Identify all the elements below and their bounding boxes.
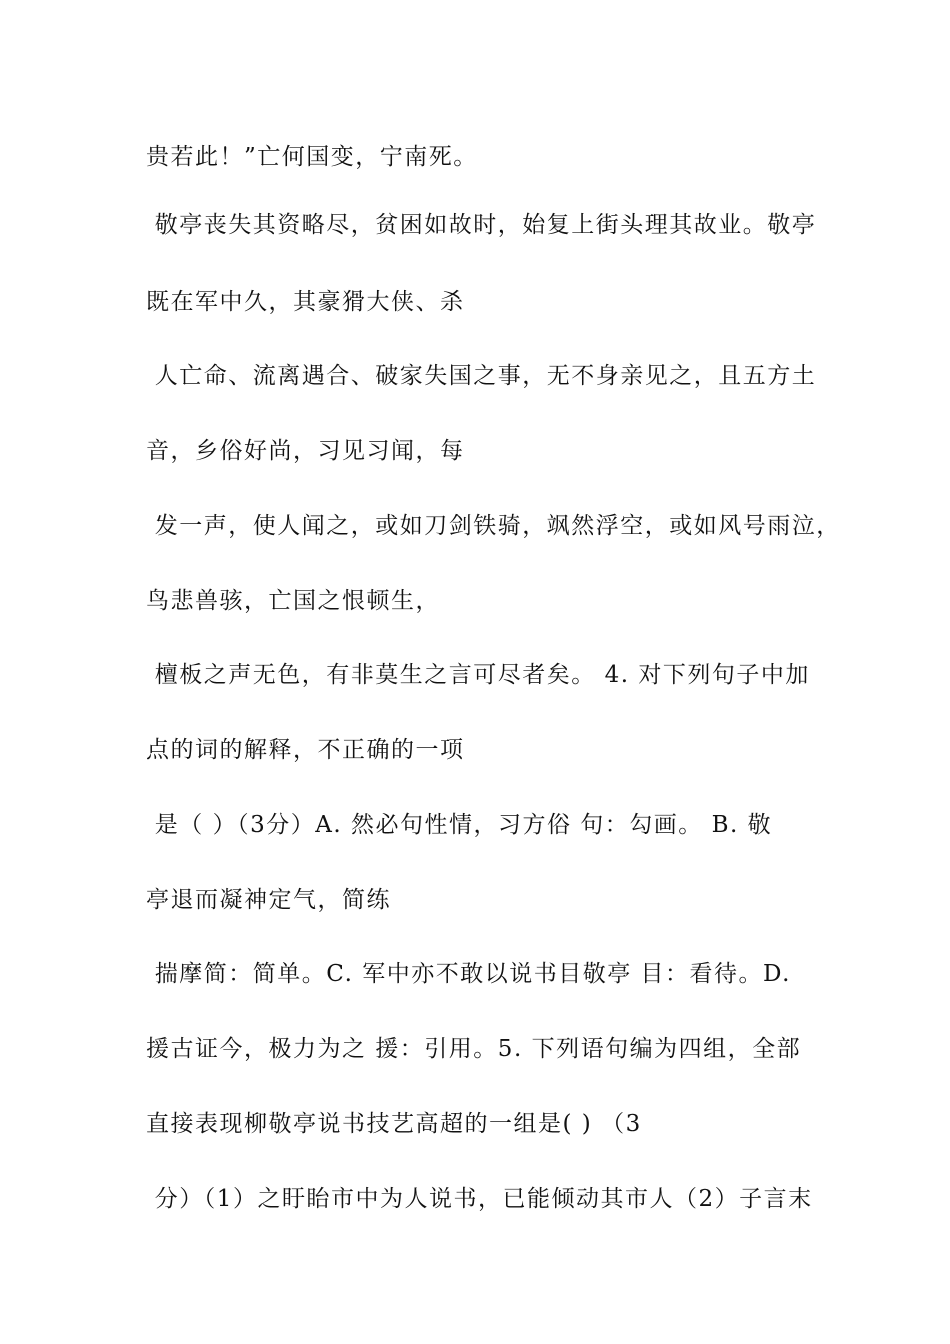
text-line-13: 援古证今，极力为之 援：引用。5. 下列语句编为四组，全部 [146, 1036, 802, 1062]
text-line-14: 直接表现柳敬亭说书技艺高超的一组是( ) （3 [146, 1111, 642, 1137]
text-line-3: 既在军中久，其豪猾大侠、杀 [146, 289, 465, 315]
text-line-2: 敬亭丧失其资略尽，贫困如故时，始复上街头理其故业。敬亭 [146, 212, 817, 238]
text-line-15: 分）（1）之盱眙市中为人说书，已能倾动其市人（2）子言末 [146, 1186, 813, 1212]
text-line-4: 人亡命、流离遇合、破家失国之事，无不身亲见之，且五方土 [146, 363, 817, 389]
text-line-1: 贵若此！”亡何国变，宁南死。 [146, 144, 478, 170]
text-line-7: 鸟悲兽骇，亡国之恨顿生， [146, 588, 440, 614]
text-line-8: 檀板之声无色，有非莫生之言可尽者矣。 4. 对下列句子中加 [146, 662, 810, 688]
text-line-5: 音，乡俗好尚，习见习闻，每 [146, 438, 465, 464]
text-line-9: 点的词的解释，不正确的一项 [146, 737, 465, 763]
text-line-6: 发一声，使人闻之，或如刀剑铁骑，飒然浮空，或如风号雨泣， [146, 513, 841, 539]
text-line-11: 亭退而凝神定气，简练 [146, 887, 391, 913]
text-line-10: 是（ ）（3分）A. 然必句性情，习方俗 句：勾画。 B. 敬 [146, 812, 773, 838]
text-line-12: 揣摩简：简单。C. 军中亦不敢以说书目敬亭 目：看待。D. [146, 961, 791, 987]
